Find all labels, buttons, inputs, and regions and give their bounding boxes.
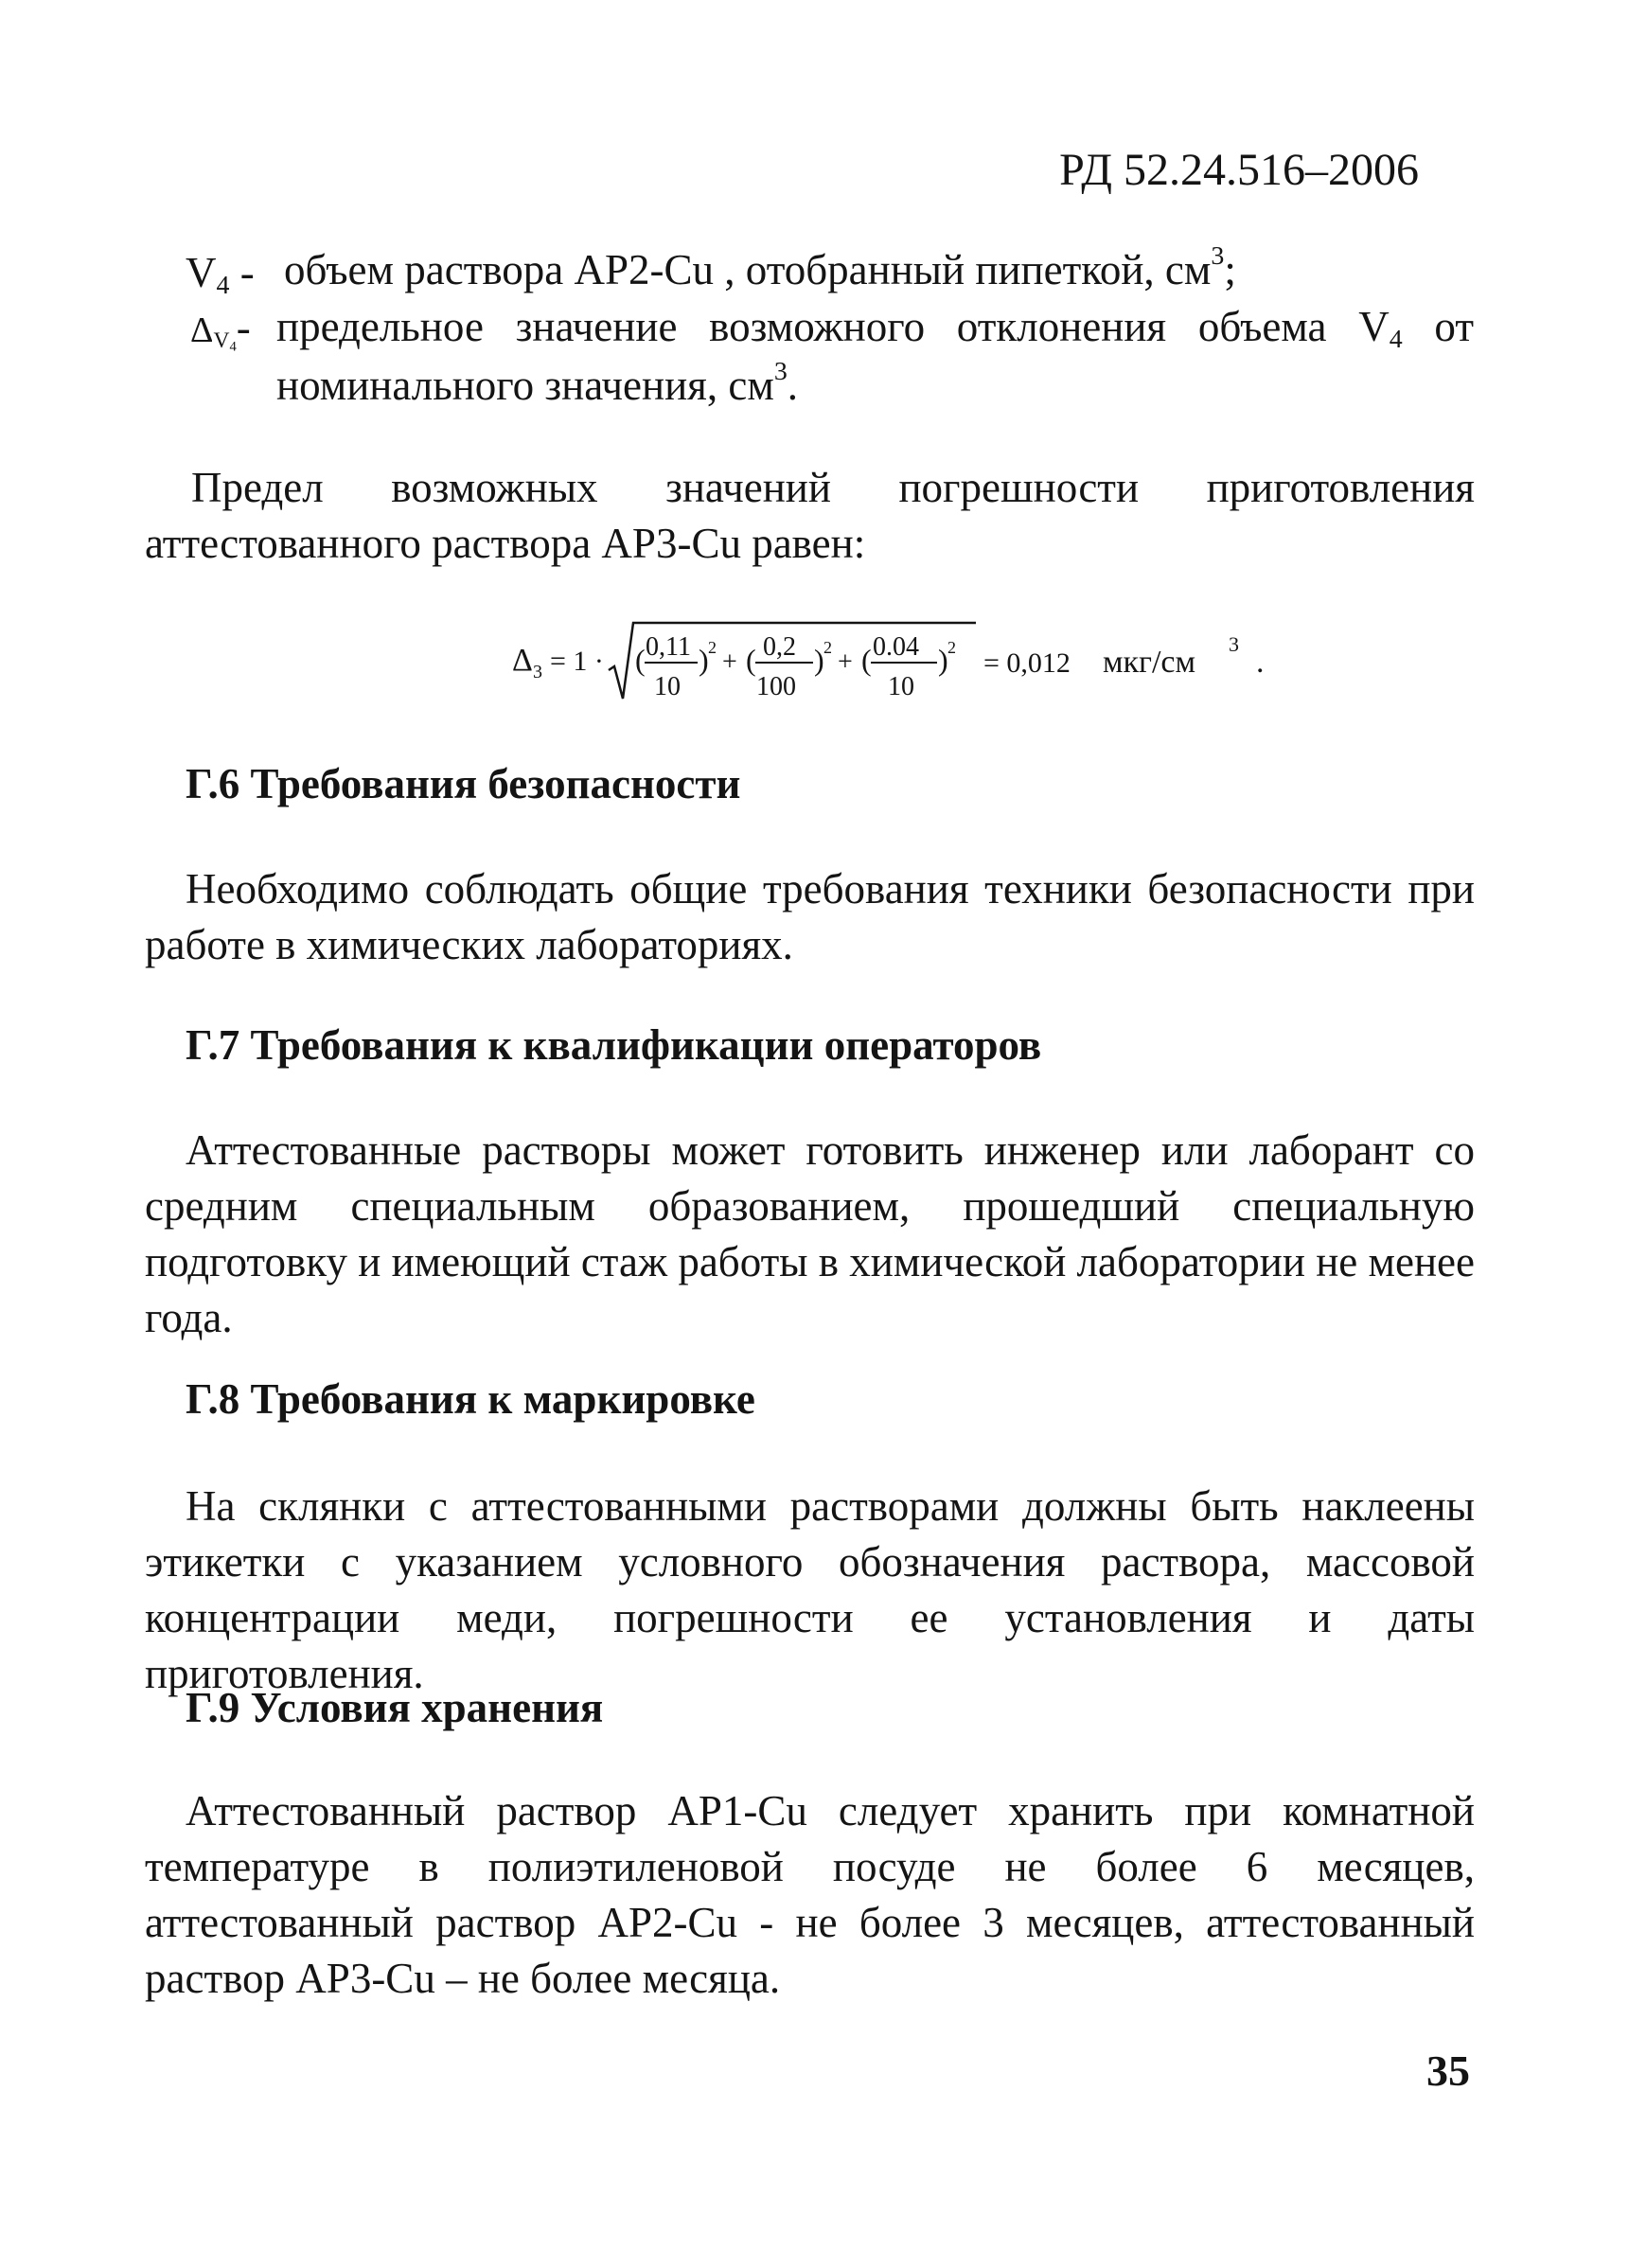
definition-text-v4: объем раствора АР2-Cu , отобранный пипеткой, $см^3$; [284,241,1236,293]
formula-den-2: 100 [756,672,796,701]
formula-den-1: 10 [654,672,681,701]
formula-power-3: 2 [947,638,956,657]
formula-unit: мкг/см [1103,645,1196,680]
section-body-g9: Аттестованный раствор АР1-Cu следует хранить при комнатной температуре в полиэтиленовой посуде не более 6 месяцев, аттестованный раствор АР2-Cu - не более 3 месяцев, аттестованный раствор АР3-Cu – не более месяца. [145,1787,1475,2002]
section-heading-g8: Г.8 Требования к маркировке [186,1375,755,1423]
error-formula [512,617,1364,712]
intro-paragraph: Предел возможных значений погрешности приготовления аттестованного раствора АР3-Cu равен: [145,464,1475,567]
definition-text-delta-v4: предельное значение возможного отклонения объема $V_4$ от номинального значения, $см^3$. [276,303,1474,409]
section-heading-g6: Г.6 Требования безопасности [186,760,741,807]
section-heading-g9: Г.9 Условия хранения [186,1684,604,1731]
section-body-g8: На склянки с аттестованными растворами должны быть наклеены этикетки с указанием условного обозначения раствора, массовой концентрации меди, погрешности ее установления и даты приготовления. [145,1482,1475,1697]
formula-den-3: 10 [888,672,914,701]
formula-close-paren-1: ) [699,643,709,677]
formula-num-3: 0.04 [873,632,919,662]
formula-lhs-sub: 3 [533,662,542,682]
formula-close-paren-2: ) [814,643,824,677]
page-number: 35 [1426,2047,1470,2095]
formula-open-paren-3: ( [861,643,872,677]
document-code: РД 52.24.516–2006 [1059,145,1419,195]
section-body-g6: Необходимо соблюдать общие требования техники безопасности при работе в химических лабораториях. [145,865,1475,968]
formula-open-paren-1: ( [635,643,646,677]
formula-num-2: 0,2 [763,632,796,662]
section-heading-g7: Г.7 Требования к квалификации операторов [186,1021,1042,1069]
definition-symbol-delta-v4: $\Delta_{V_4}-$ [190,304,251,355]
formula-open-paren-2: ( [746,643,756,677]
formula-power-1: 2 [708,638,717,657]
formula-lhs: Δ [512,643,533,678]
definition-symbol-v4: $V_4$ - [186,249,255,300]
section-body-g7: Аттестованные растворы может готовить инженер или лаборант со средним специальным образованием, прошедший специальную подготовку и имеющий стаж работы в химической лаборатории не менее года. [145,1126,1475,1341]
formula-close-paren-3: ) [938,643,948,677]
formula-plus-1: + [722,647,737,677]
formula-power-2: 2 [823,638,832,657]
formula-tail: . [1256,645,1265,680]
formula-num-1: 0,11 [646,632,691,662]
formula-plus-2: + [838,647,853,677]
formula-unit-sup: 3 [1229,632,1239,656]
formula-coef: = 1 · [550,646,604,677]
formula-result: = 0,012 [983,647,1071,679]
